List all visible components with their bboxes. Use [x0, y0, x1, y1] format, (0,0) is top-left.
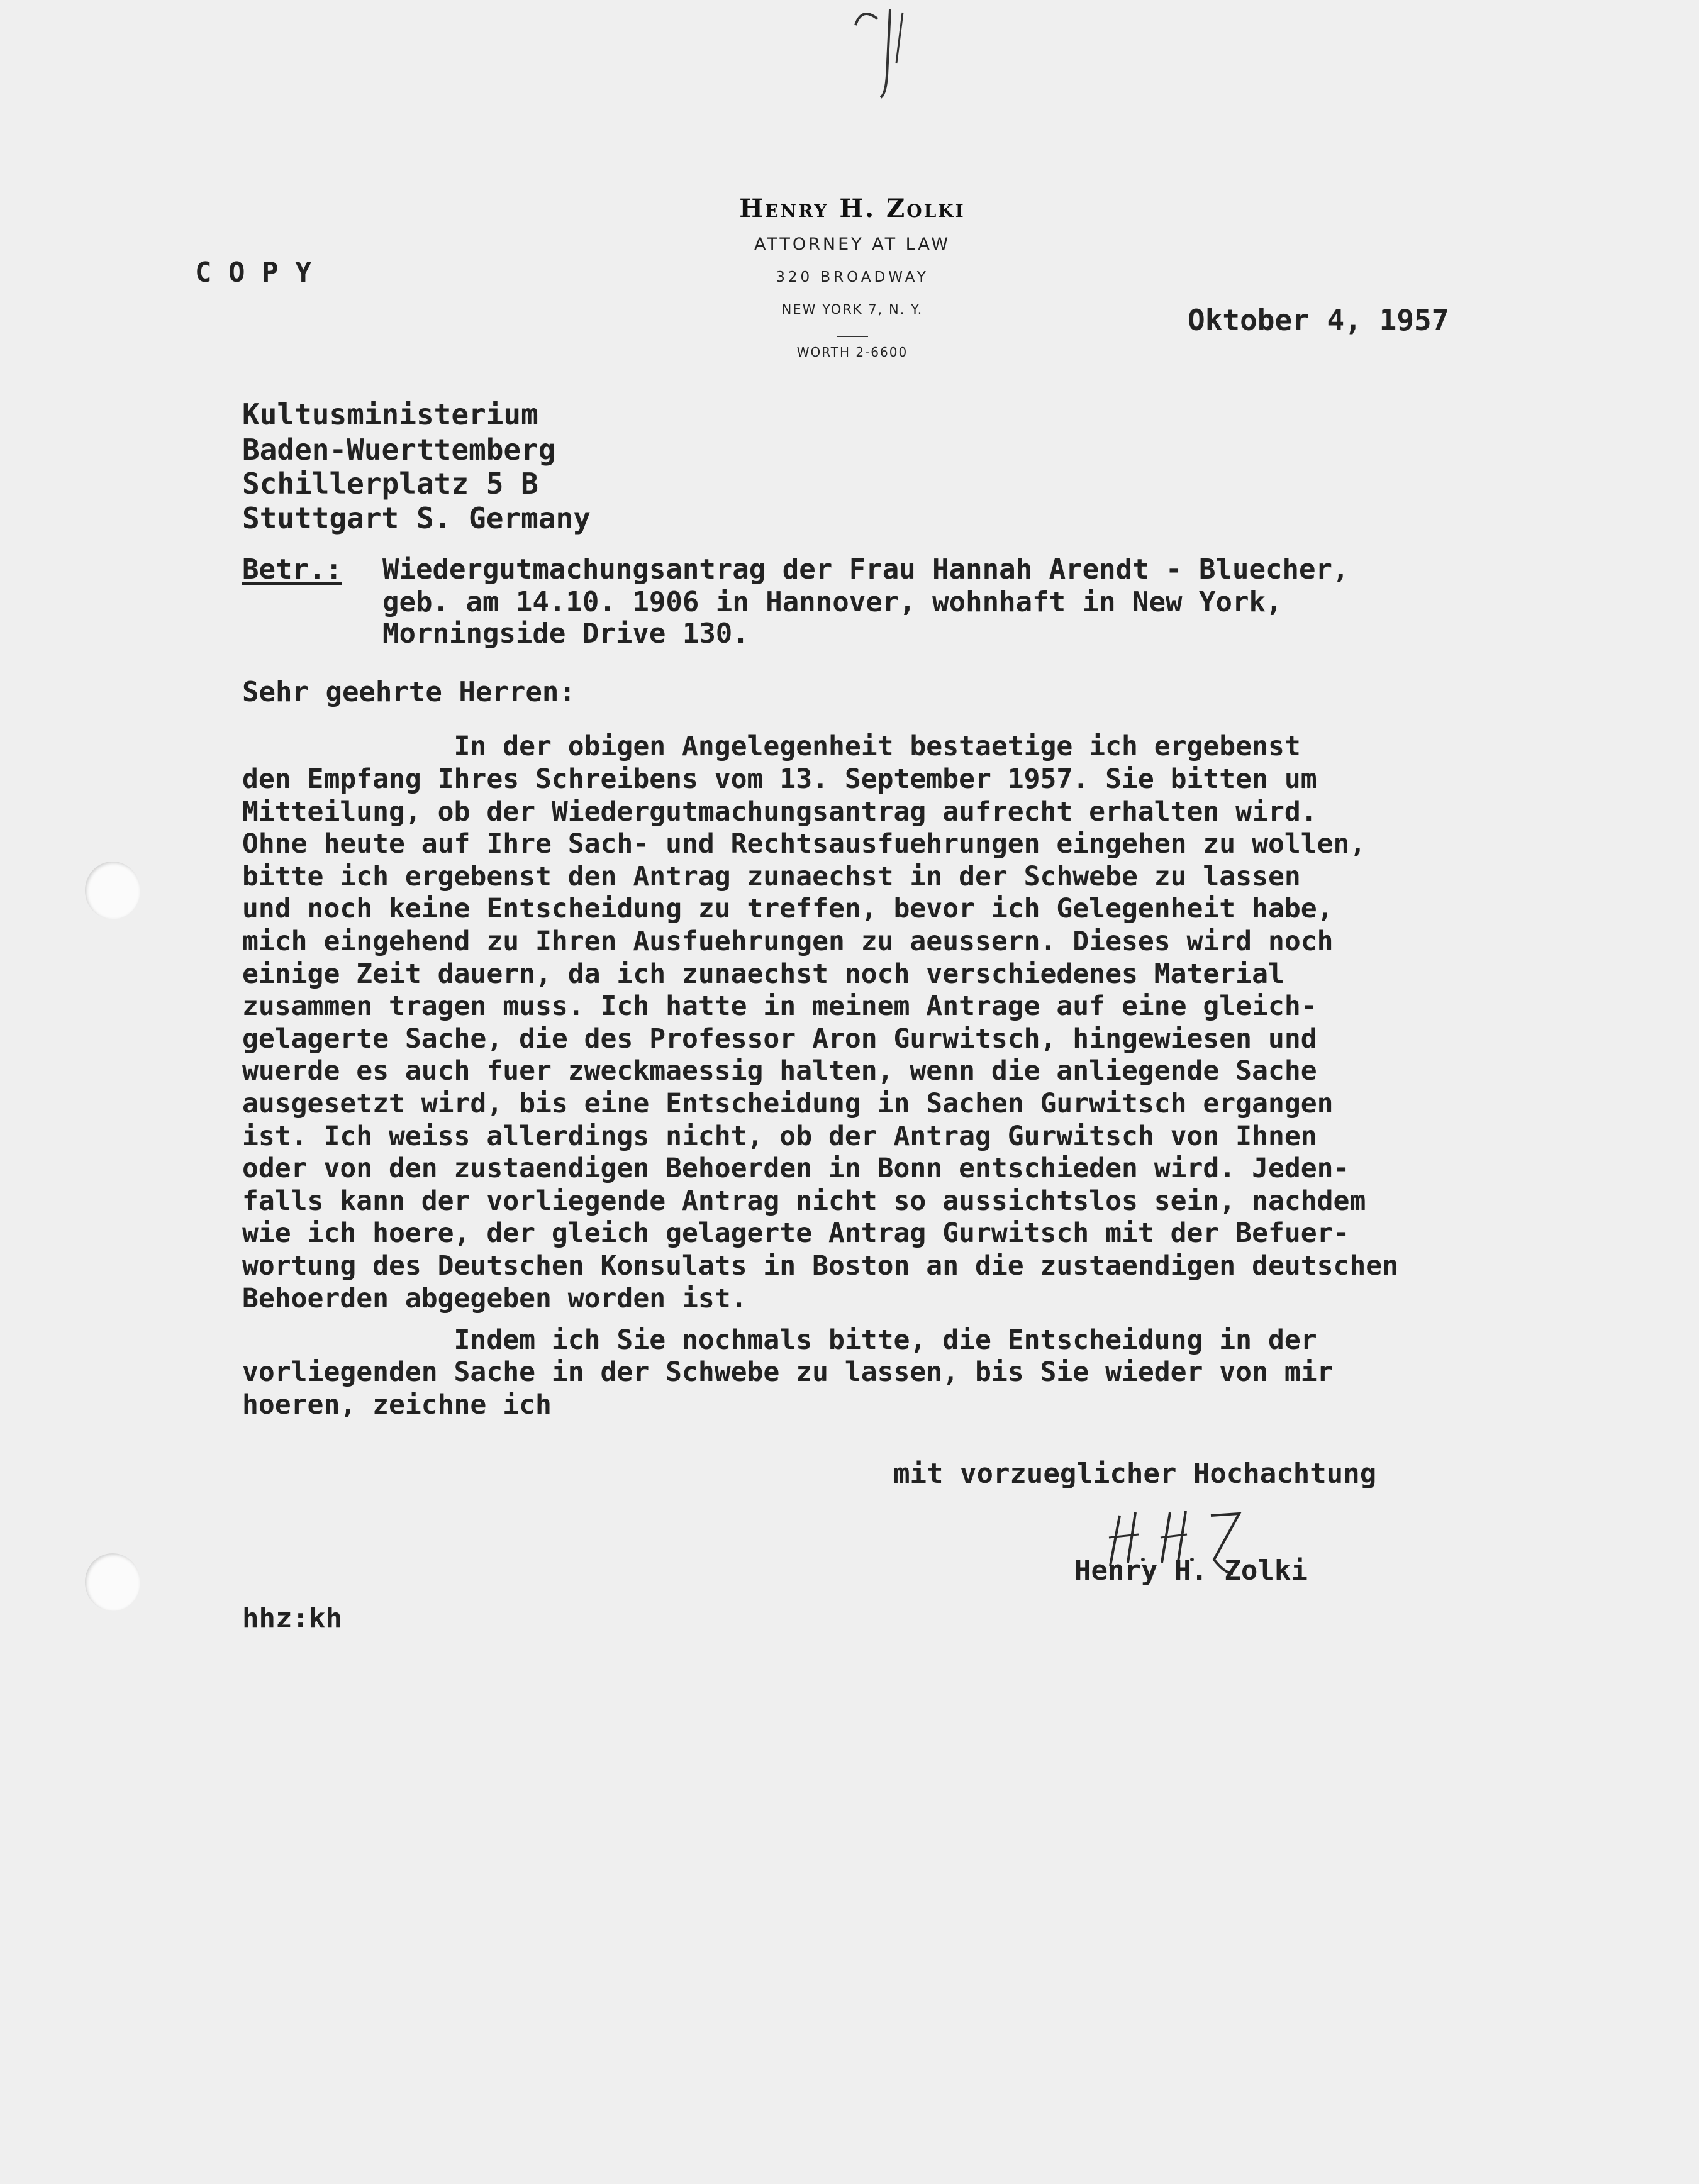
- body-line: Behoerden abgegeben worden ist.: [242, 1283, 747, 1314]
- body-line: Indem ich Sie nochmals bitte, die Entscheidung in der: [242, 1324, 1317, 1356]
- body-line: Mitteilung, ob der Wiedergutmachungsantrag aufrecht erhalten wird.: [242, 796, 1317, 828]
- letterhead-phone: WORTH 2-6600: [796, 345, 908, 360]
- body-line: einige Zeit dauern, da ich zunaechst noch verschiedenes Material: [242, 958, 1284, 990]
- recipient-line: Schillerplatz 5 B: [242, 467, 538, 501]
- body-line: wuerde es auch fuer zweckmaessig halten, wenn die anliegende Sache: [242, 1055, 1317, 1087]
- punch-hole-upper: [85, 862, 140, 919]
- body-line: ausgesetzt wird, bis eine Entscheidung in Sachen Gurwitsch ergangen: [242, 1088, 1334, 1119]
- recipient-line: Stuttgart S. Germany: [242, 501, 591, 535]
- recipient-line: Baden-Wuerttemberg: [242, 433, 556, 467]
- letterhead-title: ATTORNEY AT LAW: [754, 235, 951, 254]
- body-line: mich eingehend zu Ihren Ausfuehrungen zu aeussern. Dieses wird noch: [242, 926, 1334, 957]
- subject-label: Betr.:: [242, 553, 342, 585]
- body-line: In der obigen Angelegenheit bestaetige ich ergebenst: [242, 731, 1301, 762]
- signer-name: Henry H. Zolki: [1074, 1555, 1308, 1587]
- body-line: vorliegenden Sache in der Schwebe zu lassen, bis Sie wieder von mir: [242, 1356, 1334, 1388]
- body-line: oder von den zustaendigen Behoerden in Bonn entschieden wird. Jeden-: [242, 1153, 1350, 1184]
- punch-hole-lower: [85, 1553, 140, 1611]
- letterhead-name: Henry H. Zolki: [739, 194, 966, 223]
- handwritten-top-mark: [843, 0, 925, 101]
- body-line: gelagerte Sache, die des Professor Aron Gurwitsch, hingewiesen und: [242, 1023, 1317, 1055]
- reference-initials: hhz:kh: [242, 1602, 342, 1634]
- body-line: wortung des Deutschen Konsulats in Boston an die zustaendigen deutschen: [242, 1250, 1399, 1282]
- body-line: zusammen tragen muss. Ich hatte in meinem Antrage auf eine gleich-: [242, 990, 1317, 1022]
- letter-date: Oktober 4, 1957: [1188, 303, 1449, 337]
- body-line: den Empfang Ihres Schreibens vom 13. September 1957. Sie bitten um: [242, 763, 1317, 795]
- subject-line: Wiedergutmachungsantrag der Frau Hannah Arendt - Bluecher,: [382, 553, 1349, 585]
- letterhead-city: NEW YORK 7, N. Y.: [781, 302, 923, 317]
- closing: mit vorzueglicher Hochachtung: [893, 1458, 1377, 1490]
- body-line: Ohne heute auf Ihre Sach- und Rechtsausfuehrungen eingehen zu wollen,: [242, 828, 1366, 860]
- body-line: und noch keine Entscheidung zu treffen, bevor ich Gelegenheit habe,: [242, 893, 1334, 924]
- subject-line: geb. am 14.10. 1906 in Hannover, wohnhaft in New York,: [382, 586, 1283, 618]
- body-line: hoeren, zeichne ich: [242, 1389, 552, 1421]
- body-line: wie ich hoere, der gleich gelagerte Antrag Gurwitsch mit der Befuer-: [242, 1217, 1350, 1249]
- letterhead-divider: [837, 336, 868, 337]
- body-line: falls kann der vorliegende Antrag nicht so aussichtslos sein, nachdem: [242, 1185, 1366, 1217]
- body-line: ist. Ich weiss allerdings nicht, ob der Antrag Gurwitsch von Ihnen: [242, 1121, 1317, 1152]
- salutation: Sehr geehrte Herren:: [242, 676, 576, 708]
- copy-mark: C O P Y: [195, 257, 312, 289]
- letterhead-street: 320 BROADWAY: [776, 269, 929, 285]
- body-line: bitte ich ergebenst den Antrag zunaechst in der Schwebe zu lassen: [242, 861, 1301, 892]
- recipient-line: Kultusministerium: [242, 397, 538, 431]
- subject-line: Morningside Drive 130.: [382, 618, 749, 650]
